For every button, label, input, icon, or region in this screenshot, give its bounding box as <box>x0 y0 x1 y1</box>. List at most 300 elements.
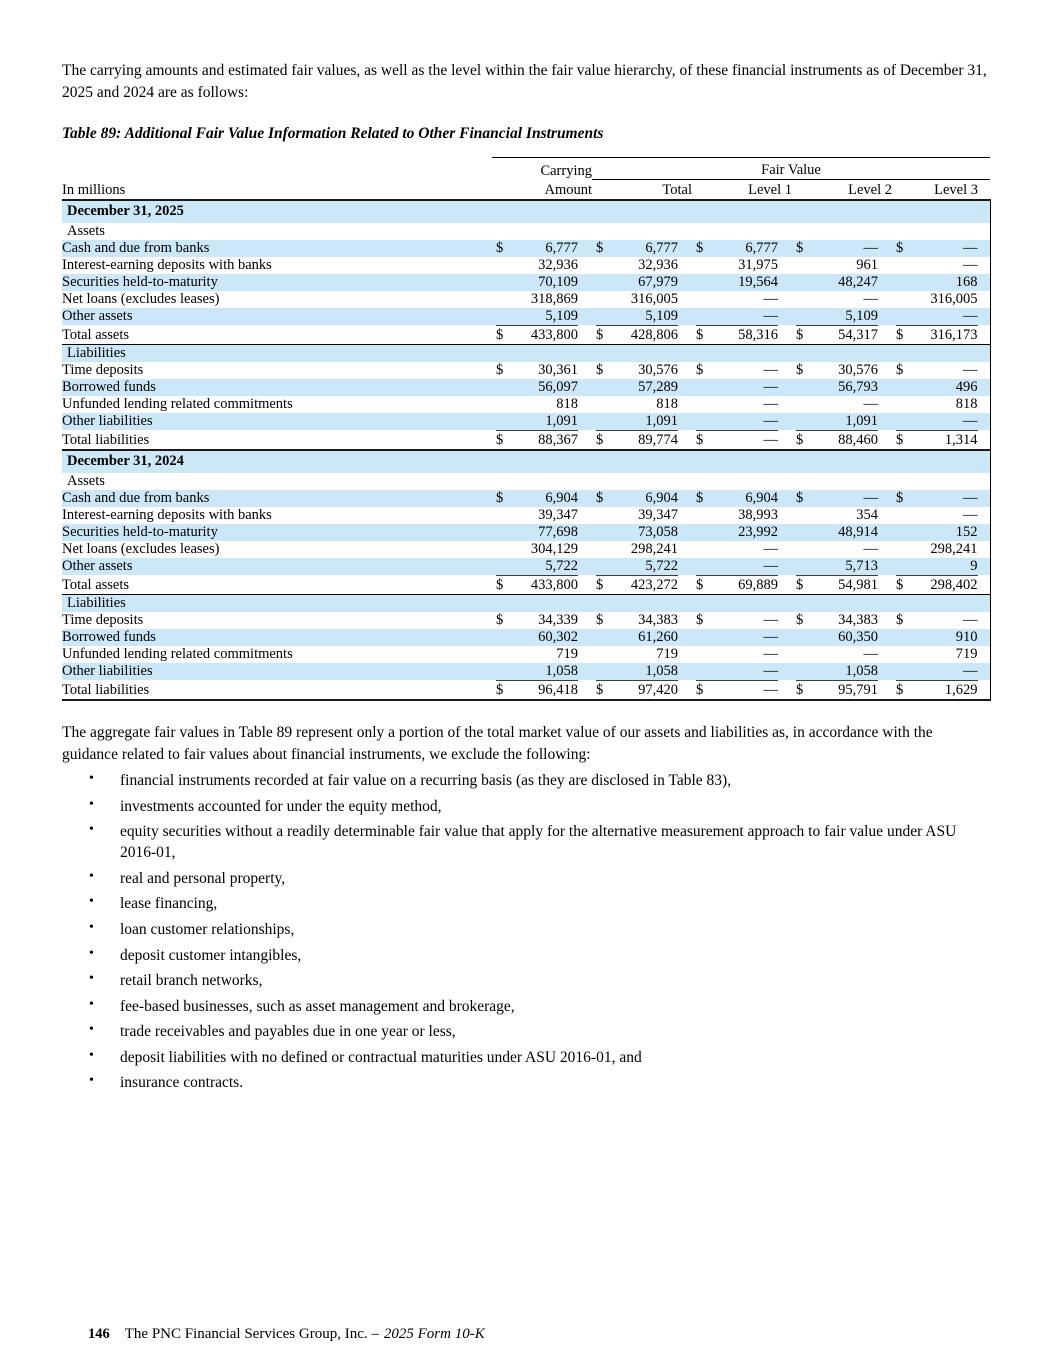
value-group <box>496 274 578 291</box>
cell-value <box>592 291 692 308</box>
value-group <box>796 541 878 558</box>
amount: — <box>763 645 778 662</box>
bullet-icon: • <box>89 822 94 838</box>
total-row <box>62 680 990 700</box>
amount: — <box>963 307 978 324</box>
amount: 30,361 <box>538 361 578 378</box>
amount: 54,317 <box>838 326 878 343</box>
table-row <box>62 396 990 413</box>
cell-value <box>892 362 990 379</box>
currency-symbol: $ <box>496 431 504 448</box>
value-group <box>496 291 578 308</box>
currency-symbol: $ <box>496 489 504 506</box>
value-group <box>496 308 578 325</box>
cell-value <box>592 490 692 507</box>
currency-symbol: $ <box>596 611 604 628</box>
amount: 818 <box>556 395 578 412</box>
exclusion-item <box>62 919 992 940</box>
amount: 5,713 <box>845 557 878 574</box>
value-group <box>696 558 778 575</box>
table-header <box>62 158 990 200</box>
amount: — <box>763 611 778 628</box>
bullet-icon: • <box>89 1047 94 1063</box>
value-group <box>696 507 778 524</box>
exclusion-text: retail branch networks, <box>120 972 263 990</box>
footer-form-title: 2025 Form 10-K <box>383 1326 485 1342</box>
amount: — <box>763 378 778 395</box>
value-group <box>796 612 878 629</box>
row-label: Borrowed funds <box>62 379 492 396</box>
value-group <box>796 396 878 413</box>
table-row <box>62 362 990 379</box>
cell-value <box>692 646 792 663</box>
value-group <box>896 680 978 699</box>
cell-value <box>892 379 990 396</box>
table-row <box>62 541 990 558</box>
value-group <box>596 663 678 680</box>
cell-value <box>792 308 892 325</box>
value-group <box>796 507 878 524</box>
exclusion-text: real and personal property, <box>120 869 286 887</box>
currency-symbol: $ <box>796 489 804 506</box>
cell-value <box>792 257 892 274</box>
cell-value <box>792 541 892 558</box>
cell-value <box>592 612 692 629</box>
amount: 60,302 <box>538 628 578 645</box>
amount: 433,800 <box>530 326 578 343</box>
cell-value <box>592 575 692 595</box>
cell-value <box>792 629 892 646</box>
amount: — <box>763 307 778 324</box>
amount: — <box>963 489 978 506</box>
amount: 433,800 <box>530 576 578 593</box>
row-label: Interest-earning deposits with banks <box>62 256 272 273</box>
row-label: Borrowed funds <box>62 629 492 646</box>
cell-value <box>892 541 990 558</box>
currency-symbol: $ <box>796 431 804 448</box>
value-group <box>896 507 978 524</box>
value-group <box>496 379 578 396</box>
column-header-level1: Level 1 <box>692 180 792 200</box>
footer-company-text: The PNC Financial Services Group, Inc. – <box>124 1326 379 1342</box>
cell-value <box>492 308 592 325</box>
subsection-title: Assets <box>62 223 990 240</box>
value-group <box>496 524 578 541</box>
currency-symbol: $ <box>596 239 604 256</box>
amount: 67,979 <box>638 273 678 290</box>
row-label: Cash and due from banks <box>62 240 492 257</box>
amount: 6,904 <box>645 489 678 506</box>
value-group <box>596 291 678 308</box>
cell-value <box>592 524 692 541</box>
exclusion-text: investments accounted for under the equity method, <box>120 797 442 815</box>
currency-symbol: $ <box>796 326 804 343</box>
value-group <box>896 430 978 449</box>
exclusion-item <box>62 770 992 791</box>
amount: 34,339 <box>538 611 578 628</box>
value-group <box>696 663 778 680</box>
value-group <box>496 240 578 257</box>
cell-value <box>892 575 990 595</box>
currency-symbol: $ <box>696 239 704 256</box>
amount: 5,109 <box>845 307 878 324</box>
row-label: Cash and due from banks <box>62 490 492 507</box>
value-group <box>496 430 578 449</box>
amount: — <box>963 662 978 679</box>
value-group <box>796 240 878 257</box>
value-group <box>896 413 978 430</box>
amount: — <box>963 256 978 273</box>
value-group <box>696 646 778 663</box>
cell-value <box>792 558 892 575</box>
value-group <box>496 663 578 680</box>
value-group <box>596 680 678 699</box>
value-group <box>696 575 778 594</box>
value-group <box>796 379 878 396</box>
currency-symbol: $ <box>496 361 504 378</box>
value-group <box>496 612 578 629</box>
amount: 496 <box>955 378 978 395</box>
exclusion-item <box>62 970 992 991</box>
carrying-amount-header-line1: Carrying <box>492 158 592 180</box>
table-row <box>62 274 990 291</box>
value-group <box>596 308 678 325</box>
cell-value <box>492 646 592 663</box>
value-group <box>596 558 678 575</box>
table-header-row-1 <box>62 158 990 180</box>
value-group <box>496 507 578 524</box>
exclusion-item <box>62 1072 992 1093</box>
value-group <box>696 257 778 274</box>
amount: 1,058 <box>845 662 878 679</box>
subsection-title: Assets <box>62 473 990 490</box>
cell-value <box>592 541 692 558</box>
exclusion-item <box>62 868 992 889</box>
exclusion-item <box>62 821 992 863</box>
value-group <box>596 325 678 344</box>
value-group <box>796 490 878 507</box>
amount: — <box>763 361 778 378</box>
amount: — <box>863 290 878 307</box>
value-group <box>696 430 778 449</box>
cell-value <box>592 308 692 325</box>
amount: 1,629 <box>944 681 978 698</box>
cell-value <box>492 663 592 680</box>
cell-value <box>792 413 892 430</box>
currency-symbol: $ <box>896 576 904 593</box>
amount: 316,173 <box>930 326 978 343</box>
amount: 39,347 <box>638 506 678 523</box>
bullet-icon: • <box>89 945 94 961</box>
exclusion-item <box>62 796 992 817</box>
value-group <box>796 524 878 541</box>
row-label: Total assets <box>62 575 492 595</box>
cell-value <box>492 629 592 646</box>
value-group <box>596 257 678 274</box>
value-group <box>596 646 678 663</box>
exclusion-item <box>62 893 992 914</box>
value-group <box>596 274 678 291</box>
amount: 5,722 <box>545 557 578 574</box>
cell-value <box>892 430 990 450</box>
amount: 23,992 <box>738 523 778 540</box>
amount: 298,241 <box>630 540 678 557</box>
cell-value <box>792 379 892 396</box>
table-header-row-2 <box>62 180 990 200</box>
bullet-icon: • <box>89 996 94 1012</box>
value-group <box>596 507 678 524</box>
subsection-header-row <box>62 594 990 612</box>
value-group <box>796 575 878 594</box>
row-label: Securities held-to-maturity <box>62 274 492 291</box>
currency-symbol: $ <box>896 326 904 343</box>
cell-value <box>892 680 990 700</box>
amount: 48,914 <box>838 523 878 540</box>
cell-value <box>492 612 592 629</box>
cell-value <box>692 680 792 700</box>
cell-value <box>792 291 892 308</box>
table-title: Table 89: Additional Fair Value Information Related to Other Financial Instruments <box>62 125 604 142</box>
value-group <box>896 524 978 541</box>
amount: 77,698 <box>538 523 578 540</box>
value-group <box>696 240 778 257</box>
table-row <box>62 612 990 629</box>
header-spacer <box>62 158 492 180</box>
currency-symbol: $ <box>496 576 504 593</box>
column-header-level3: Level 3 <box>892 180 990 200</box>
value-group <box>896 396 978 413</box>
amount: 316,005 <box>630 290 678 307</box>
amount: — <box>763 662 778 679</box>
value-group <box>796 680 878 699</box>
bullet-icon: • <box>89 771 94 786</box>
cell-value <box>892 257 990 274</box>
amount: 89,774 <box>638 431 678 448</box>
table-row <box>62 663 990 680</box>
amount: — <box>963 611 978 628</box>
cell-value <box>792 396 892 413</box>
amount: 70,109 <box>538 273 578 290</box>
amount: 57,289 <box>638 378 678 395</box>
amount: 34,383 <box>838 611 878 628</box>
cell-value <box>892 274 990 291</box>
amount: — <box>763 557 778 574</box>
amount: — <box>763 412 778 429</box>
subsection-header-row <box>62 223 990 240</box>
amount: 6,777 <box>645 239 678 256</box>
value-group <box>596 396 678 413</box>
value-group <box>496 680 578 699</box>
total-row <box>62 575 990 595</box>
exclusion-text: insurance contracts. <box>120 1074 244 1092</box>
value-group <box>896 291 978 308</box>
cell-value <box>492 558 592 575</box>
amount: 31,975 <box>738 256 778 273</box>
cell-value <box>792 274 892 291</box>
cell-value <box>792 490 892 507</box>
amount: 316,005 <box>930 290 978 307</box>
amount: 34,383 <box>638 611 678 628</box>
table-row <box>62 413 990 430</box>
cell-value <box>792 362 892 379</box>
currency-symbol: $ <box>596 576 604 593</box>
currency-symbol: $ <box>896 239 904 256</box>
exclusion-text: deposit liabilities with no defined or contractual maturities under ASU 2016-01, and <box>120 1048 642 1066</box>
exclusion-text: fee-based businesses, such as asset management and brokerage, <box>120 997 515 1015</box>
cell-value <box>692 240 792 257</box>
amount: 32,936 <box>538 256 578 273</box>
exclusion-text: loan customer relationships, <box>120 920 295 938</box>
value-group <box>896 257 978 274</box>
currency-symbol: $ <box>596 431 604 448</box>
exclusion-item <box>62 996 992 1017</box>
value-group <box>696 379 778 396</box>
amount: 56,793 <box>838 378 878 395</box>
bullet-icon: • <box>89 1073 94 1089</box>
value-group <box>796 558 878 575</box>
table-row <box>62 558 990 575</box>
cell-value <box>692 430 792 450</box>
table-row <box>62 257 990 274</box>
value-group <box>696 524 778 541</box>
cell-value <box>492 490 592 507</box>
currency-symbol: $ <box>696 431 704 448</box>
value-group <box>596 430 678 449</box>
row-label: Other assets <box>62 558 492 575</box>
amount: — <box>763 540 778 557</box>
value-group <box>696 325 778 344</box>
value-group <box>696 291 778 308</box>
cell-value <box>892 325 990 345</box>
value-group <box>596 240 678 257</box>
value-group <box>796 308 878 325</box>
value-group <box>696 413 778 430</box>
cell-value <box>592 362 692 379</box>
cell-value <box>692 257 792 274</box>
cell-value <box>792 524 892 541</box>
subsection-header-row <box>62 344 990 362</box>
value-group <box>596 524 678 541</box>
intro-paragraph: The carrying amounts and estimated fair values, as well as the level within the fair value hierarchy, of these financial instruments as of December 31, 2025 and 2024 are as follows: <box>62 62 987 101</box>
currency-symbol: $ <box>696 361 704 378</box>
amount: 5,109 <box>545 307 578 324</box>
amount: — <box>763 431 778 448</box>
row-label: Net loans (excludes leases) <box>62 540 220 557</box>
cell-value <box>592 396 692 413</box>
row-label: Other assets <box>62 308 492 325</box>
value-group <box>796 430 878 449</box>
value-group <box>896 575 978 594</box>
amount: 1,058 <box>545 662 578 679</box>
cell-value <box>492 379 592 396</box>
currency-symbol: $ <box>696 576 704 593</box>
cell-value <box>492 240 592 257</box>
exclusion-text: financial instruments recorded at fair value on a recurring basis (as they are disclosed in Table 83), <box>120 772 732 789</box>
amount: 97,420 <box>638 681 678 698</box>
currency-symbol: $ <box>796 576 804 593</box>
amount: 9 <box>970 557 978 574</box>
value-group <box>896 308 978 325</box>
currency-symbol: $ <box>896 681 904 698</box>
cell-value <box>792 575 892 595</box>
amount: 6,777 <box>745 239 778 256</box>
value-group <box>796 291 878 308</box>
amount: 6,904 <box>745 489 778 506</box>
row-label: Other liabilities <box>62 413 492 430</box>
cell-value <box>892 507 990 524</box>
currency-symbol: $ <box>896 489 904 506</box>
value-group <box>496 396 578 413</box>
cell-value <box>592 274 692 291</box>
value-group <box>596 612 678 629</box>
amount: 30,576 <box>638 361 678 378</box>
value-group <box>796 663 878 680</box>
cell-value <box>692 308 792 325</box>
currency-symbol: $ <box>496 681 504 698</box>
currency-symbol: $ <box>696 611 704 628</box>
currency-symbol: $ <box>896 611 904 628</box>
currency-symbol: $ <box>596 681 604 698</box>
amount: 1,314 <box>944 431 978 448</box>
row-label: Total liabilities <box>62 430 492 450</box>
row-label: Time deposits <box>62 611 144 628</box>
amount: 19,564 <box>738 273 778 290</box>
amount: 428,806 <box>630 326 678 343</box>
value-group <box>496 629 578 646</box>
cell-value <box>692 274 792 291</box>
value-group <box>696 362 778 379</box>
row-label: Net loans (excludes leases) <box>62 290 220 307</box>
value-group <box>796 274 878 291</box>
value-group <box>896 325 978 344</box>
cell-value <box>592 430 692 450</box>
value-group <box>496 413 578 430</box>
exclusion-text: equity securities without a readily determinable fair value that apply for the alternative measurement approach to fair value under ASU 2016-01, <box>120 823 957 862</box>
table-body <box>62 200 990 700</box>
currency-symbol: $ <box>596 361 604 378</box>
cell-value <box>892 308 990 325</box>
row-label: Interest-earning deposits with banks <box>62 506 272 523</box>
row-label: Securities held-to-maturity <box>62 524 492 541</box>
amount: — <box>763 395 778 412</box>
amount: 60,350 <box>838 628 878 645</box>
bullet-icon: • <box>89 919 94 935</box>
cell-value <box>692 575 792 595</box>
value-group <box>596 490 678 507</box>
amount: 58,316 <box>738 326 778 343</box>
cell-value <box>792 240 892 257</box>
table-row <box>62 629 990 646</box>
cell-value <box>492 257 592 274</box>
cell-value <box>492 362 592 379</box>
section-title: December 31, 2024 <box>62 450 990 473</box>
value-group <box>896 240 978 257</box>
amount: 1,091 <box>545 412 578 429</box>
exclusion-text: trade receivables and payables due in one year or less, <box>120 1023 456 1041</box>
value-group <box>896 274 978 291</box>
value-group <box>696 612 778 629</box>
cell-value <box>492 524 592 541</box>
amount: 1,058 <box>645 662 678 679</box>
currency-symbol: $ <box>696 326 704 343</box>
cell-value <box>892 396 990 413</box>
cell-value <box>692 396 792 413</box>
cell-value <box>792 507 892 524</box>
value-group <box>596 541 678 558</box>
section-header-row <box>62 200 990 223</box>
amount: 298,402 <box>930 576 978 593</box>
table-row <box>62 646 990 663</box>
